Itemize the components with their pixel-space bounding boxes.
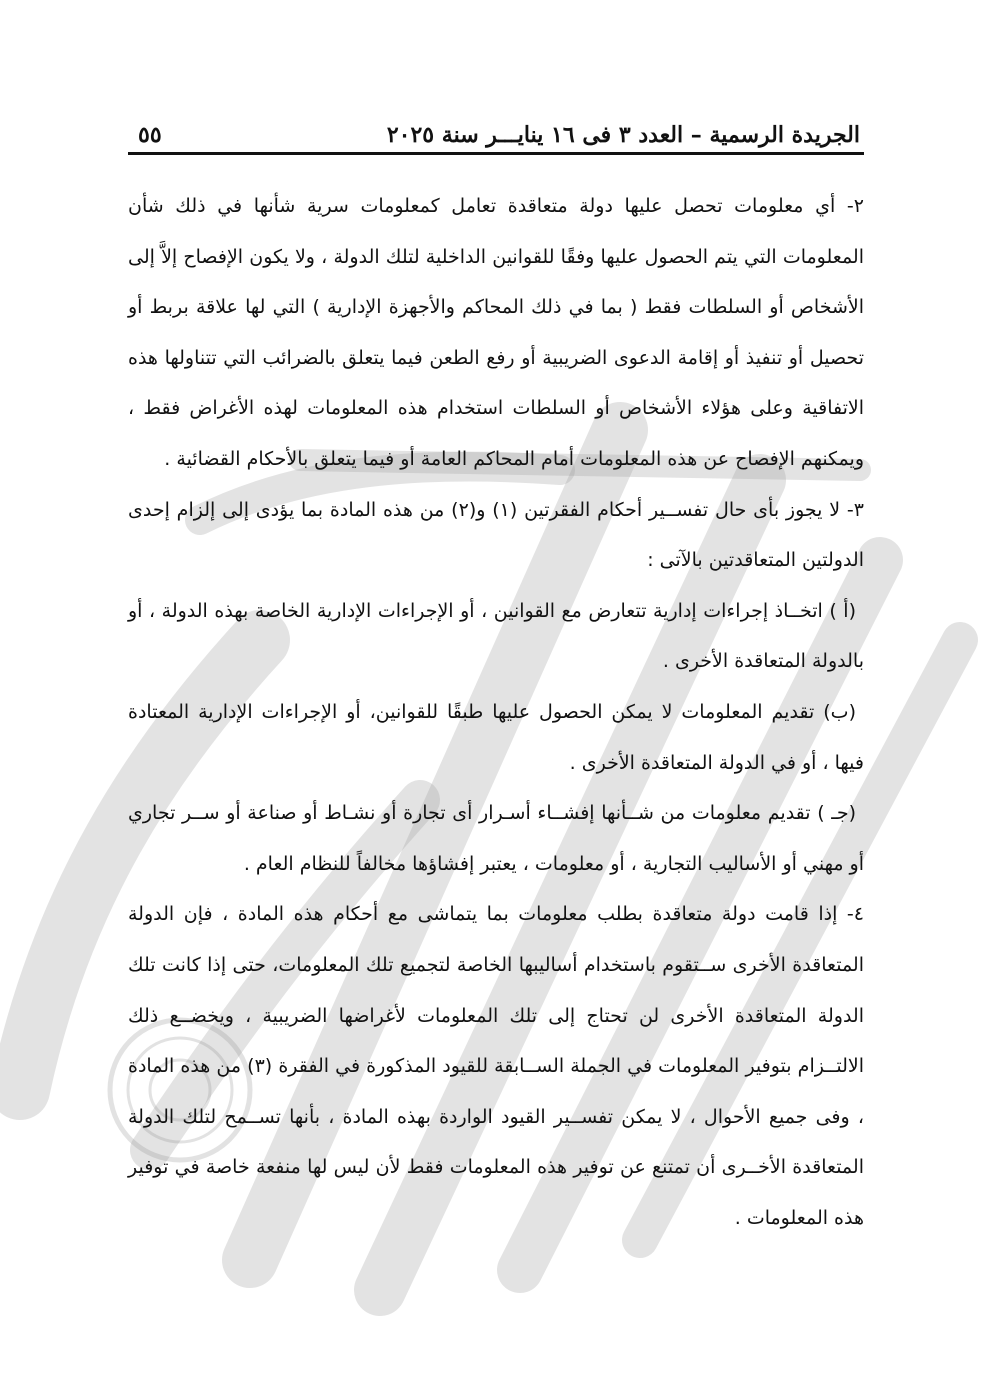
document-page — [128, 108, 864, 1243]
page-header — [128, 108, 864, 155]
page-number: ٥٥ — [138, 122, 162, 148]
paragraph-clause-4: ٤- إذا قامت دولة متعاقدة بطلب معلومات بما يتماشى مع أحكام هذه المادة ، فإن الدولة المتعاقدة الأخرى ســتقوم باستخدام أساليبها الخاصة لتجميع تلك المعلومات، حتى إذا كانت تلك الدولة المتعاقدة الأخرى لن تحتاج إلى تلك المعلومات لأغراضها الضريبية ، ويخضــع ذلك الالتــزام بتوفير المعلومات في الجملة الســابقة للقيود المذكورة في الفقرة (٣) من هذه المادة ، وفى جميع الأحوال ، لا يمكن تفســير القيود الواردة بهذه المادة ، بأنها تســمح لتلك الدولة المتعاقدة الأخــرى أن تمتنع عن توفير هذه المعلومات فقط لأن ليس لها منفعة خاصة في توفير هذه المعلومات . — [128, 903, 864, 1229]
paragraph-clause-2: ٢- أي معلومات تحصل عليها دولة متعاقدة تعامل كمعلومات سرية شأنها في ذلك شأن المعلومات التي يتم الحصول عليها وفقًا للقوانين الداخلية لتلك الدولة ، ولا يكون الإفصاح إلاَّ إلى الأشخاص أو السلطات فقط ( بما في ذلك المحاكم والأجهزة الإدارية ) التي لها علاقة بربط أو تحصيل أو تنفيذ أو إقامة الدعوى الضريبية أو رفع الطعن فيما يتعلق بالضرائب التي تتناولها هذه الاتفاقية وعلى هؤلاء الأشخاص أو السلطات استخدام هذه المعلومات لهذه الأغراض فقط ، ويمكنهم الإفصاح عن هذه المعلومات أمام المحاكم العامة أو فيما يتعلق بالأحكام القضائية . — [128, 195, 864, 470]
paragraph-item-c: (جـ ) تقديم معلومات من شــأنها إفشــاء أسـرار أى تجارة أو نشـاط أو صناعة أو ســر تجاري أو مهني أو الأساليب التجارية ، أو معلومات ، يعتبر إفشاؤها مخالفاً للنظام العام . — [128, 802, 864, 875]
paragraph-clause-3: ٣- لا يجوز بأى حال تفســير أحكام الفقرتين (١) و(٢) من هذه المادة بما يؤدى إلى إلزام إحدى الدولتين المتعاقدتين بالآتى : — [128, 498, 864, 572]
gazette-title: الجريدة الرسمية – العدد ٣ فى ١٦ ينايـــر سنة ٢٠٢٥ — [386, 122, 860, 148]
paragraph-item-b: (ب) تقديم المعلومات لا يمكن الحصول عليها طبقًا للقوانين، أو الإجراءات الإدارية المعتادة فيها ، أو في الدولة المتعاقدة الأخرى . — [128, 700, 864, 774]
document-body — [128, 181, 864, 1243]
paragraph-item-a: (أ ) اتخــاذ إجراءات إدارية تتعارض مع القوانين ، أو الإجراءات الإدارية الخاصة بهذه الدولة ، أو بالدولة المتعاقدة الأخرى . — [128, 599, 864, 673]
